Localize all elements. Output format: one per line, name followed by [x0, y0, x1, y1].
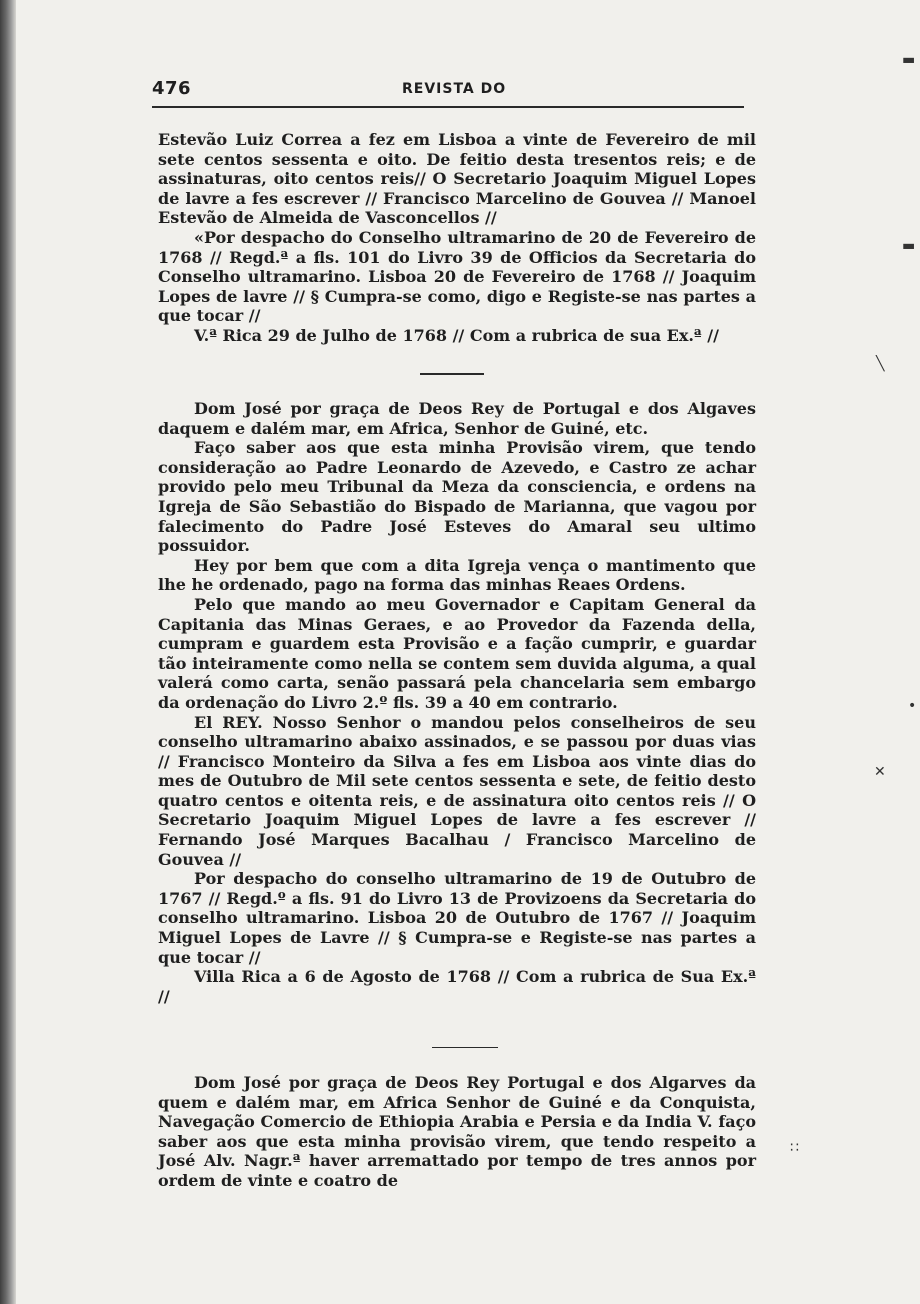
page-header	[152, 78, 744, 108]
paragraph: Faço saber aos que esta minha Provisão virem, que tendo consideração ao Padre Leonardo de Azevedo, e Castro ze achar provido pelo meu Tribunal da Meza da consciencia, e ordens na Igreja de São Sebastião do Bispado de Marianna, que vagou por falecimento do Padre José Esteves do Amaral seu ultimo possuidor.	[158, 438, 756, 556]
margin-speck: ▬	[902, 52, 916, 68]
margin-speck: ✕	[874, 764, 886, 780]
paragraph: «Por despacho do Conselho ultramarino de 20 de Fevereiro de 1768 // Regd.ª a fls. 101 do Livro 39 de Officios da Secretaria do Conselho ultramarino. Lisboa 20 de Fevereiro de 1768 // Joaquim Lopes de lavre // § Cumpra-se como, digo e Registe-se nas partes a que tocar //	[158, 227, 756, 326]
section-2	[158, 399, 756, 1006]
margin-speck: ▬	[902, 238, 916, 254]
margin-speck: •	[908, 698, 917, 714]
paragraph: Dom José por graça de Deos Rey Portugal e dos Algarves da quem e dalém mar, em Africa Senhor de Guiné e da Conquista, Navegação Comercio de Ethiopia Arabia e Persia e da India V. faço saber aos que esta minha provisão virem, que tendo respeito a José Alv. Nagr.ª haver arremattado por tempo de tres annos por ordem de vinte e coatro de	[158, 1073, 756, 1190]
paragraph: Dom José por graça de Deos Rey de Portugal e dos Algaves daquem e dalém mar, em Africa, Senhor de Guiné, etc.	[158, 399, 756, 438]
paragraph: Estevão Luiz Correa a fez em Lisboa a vinte de Fevereiro de mil sete centos sessenta e oito. De feitio desta tresentos reis; e de assinaturas, oito centos reis// O Secretario Joaquim Miguel Lopes de lavre a fes escrever // Francisco Marcelino de Gouvea // Manoel Estevão de Almeida de Vasconcellos //	[158, 130, 756, 228]
paragraph: Villa Rica a 6 de Agosto de 1768 // Com a rubrica de Sua Ex.ª //	[158, 967, 756, 1006]
running-title: REVISTA DO	[402, 81, 507, 97]
paragraph: V.ª Rica 29 de Julho de 1768 // Com a rubrica de sua Ex.ª //	[194, 325, 719, 345]
section-separator	[432, 1047, 498, 1048]
margin-speck: ╲	[876, 356, 885, 372]
section-1	[158, 130, 756, 346]
section-3	[158, 1073, 756, 1191]
paragraph: El REY. Nosso Senhor o mandou pelos conselheiros de seu conselho ultramarino abaixo assinados, e se passou por duas vias // Francisco Monteiro da Silva a fes em Lisboa aos vinte dias do mes de Outubro de Mil sete centos sessenta e sete, de feitio desto quatro centos e oitenta reis, e de assinatura oito centos reis // O Secretario Joaquim Miguel Lopes de lavre a fes escrever // Fernando José Marques Bacalhau / Francisco Marcelino de Gouvea //	[158, 712, 756, 869]
section-separator	[420, 373, 484, 375]
page-binding-edge	[0, 0, 16, 1304]
margin-speck: ∷	[790, 1140, 799, 1156]
paragraph: Por despacho do conselho ultramarino de 19 de Outubro de 1767 // Regd.º a fls. 91 do Livro 13 de Provizoens da Secretaria do conselho ultramarino. Lisboa 20 de Outubro de 1767 // Joaquim Miguel Lopes de Lavre // § Cumpra-se e Registe-se nas partes a que tocar //	[158, 869, 756, 967]
paragraph: Pelo que mando ao meu Governador e Capitam General da Capitania das Minas Geraes, e ao Provedor da Fazenda della, cumpram e guardem esta Provisão e a fação cumprir, e guardar tão inteiramente como nella se contem sem duvida alguma, a qual valerá como carta, senão passará pela chancelaria sem embargo da ordenação do Livro 2.º fls. 39 a 40 em contrario.	[158, 594, 756, 712]
paragraph: Hey por bem que com a dita Igreja vença o mantimento que lhe he ordenado, pago na forma das minhas Reaes Ordens.	[158, 555, 756, 595]
page-number: 476	[152, 78, 192, 99]
